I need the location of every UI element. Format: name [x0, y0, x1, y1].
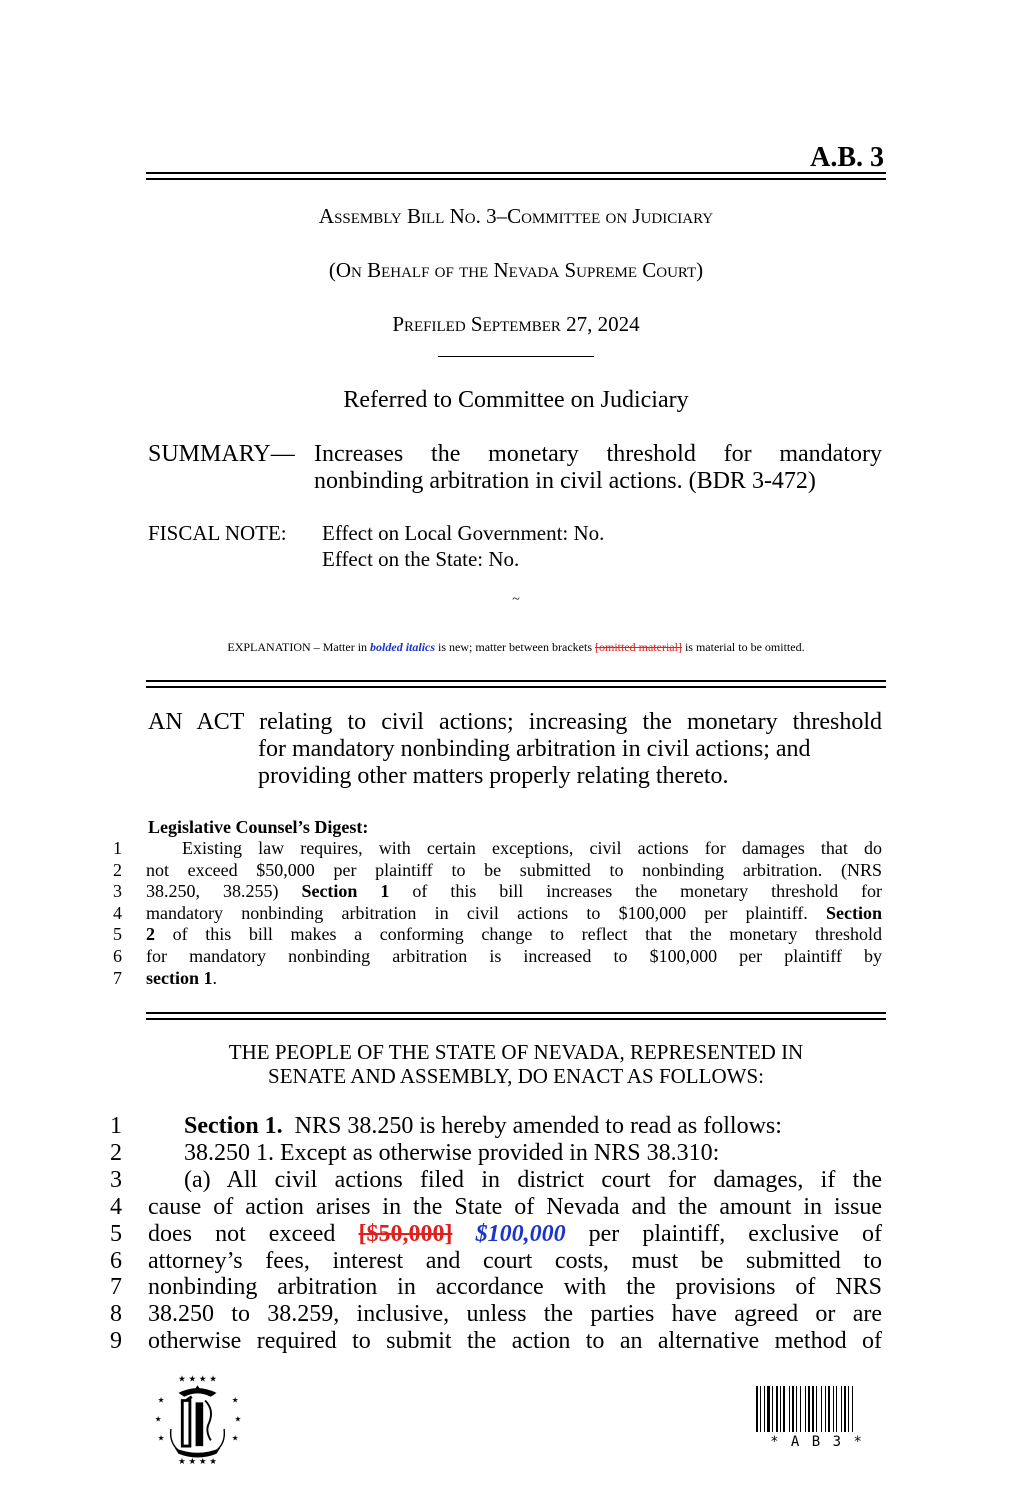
digest-line-number: 4	[113, 902, 122, 923]
explanation-line	[146, 640, 886, 655]
barcode-bar	[808, 1386, 810, 1432]
body-line-number: 8	[110, 1301, 122, 1328]
body-line-5-pre: does not exceed	[148, 1220, 336, 1247]
digest-section-ref: Section	[826, 902, 882, 923]
body-line-5-post: per plaintiff, exclusive of	[588, 1220, 883, 1247]
digest-line-6: for mandatory nonbinding arbitration is increased to $100,000 per plaintiff by	[146, 945, 882, 966]
explanation-pre: EXPLANATION – Matter in	[227, 640, 371, 654]
barcode-bar	[805, 1386, 806, 1432]
body-line-7: nonbinding arbitration in accordance with the provisions of NRS	[148, 1274, 882, 1301]
digest-text	[146, 838, 882, 989]
barcode-bar	[841, 1386, 842, 1432]
short-divider	[438, 356, 594, 357]
barcode-bar	[764, 1386, 765, 1432]
barcode-bar	[792, 1386, 794, 1432]
barcode-bar	[789, 1386, 790, 1432]
bill-title: Assembly Bill No. 3–Committee on Judiciary	[318, 204, 714, 228]
fiscal-local: Effect on Local Government: No.	[322, 521, 605, 545]
summary-label: SUMMARY—	[148, 441, 295, 467]
barcode-bar	[796, 1386, 797, 1432]
digest-line-number: 6	[113, 945, 122, 966]
body-line-1	[148, 1113, 882, 1140]
digest-line-number: 3	[113, 881, 122, 902]
barcode-bar	[828, 1386, 830, 1432]
barcode-bar	[776, 1386, 778, 1432]
barcode-bar	[821, 1386, 822, 1432]
barcode-bar	[833, 1386, 834, 1432]
digest-line-number: 1	[113, 838, 122, 858]
referral-line: Referred to Committee on Judiciary	[343, 387, 689, 413]
digest-line-5	[146, 924, 882, 946]
svg-text:★ ★ ★ ★: ★ ★ ★ ★	[178, 1374, 217, 1385]
body-line-3: (a) All civil actions filed in district court for damages, if the	[184, 1166, 882, 1193]
barcode-bar	[756, 1386, 758, 1432]
svg-text:★: ★	[234, 1414, 242, 1424]
explanation-mid: is new; matter between brackets	[435, 640, 595, 654]
explanation-double-rule	[146, 680, 886, 688]
nevada-seal-icon	[150, 1372, 245, 1467]
digest-period: .	[212, 967, 217, 988]
digest-line-number: 7	[113, 967, 122, 988]
section-1-label: Section 1.	[184, 1113, 283, 1139]
summary-line-1: Increases the monetary threshold for mandatory	[314, 441, 882, 467]
explanation-post: is material to be omitted.	[681, 640, 805, 654]
barcode-bar	[836, 1386, 837, 1432]
omitted-amount: [$50,000]	[358, 1220, 453, 1247]
act-line-1: AN ACT relating to civil actions; increasing the monetary threshold	[148, 709, 882, 735]
body-line-9: otherwise required to submit the action to an alternative method of	[148, 1328, 882, 1355]
new-amount: $100,000	[475, 1220, 566, 1247]
digest-line-3	[146, 881, 882, 903]
summary-line-2: nonbinding arbitration in civil actions. (BDR 3-472)	[314, 468, 816, 494]
barcode-bar	[825, 1386, 826, 1432]
svg-text:★: ★	[157, 1433, 165, 1443]
barcode-text: * A B 3 *	[770, 1434, 864, 1450]
body-line-8: 38.250 to 38.259, inclusive, unless the parties have agreed or are	[148, 1301, 882, 1328]
digest-line-2: not exceed $50,000 per plaintiff to be submitted to nonbinding arbitration. (NRS	[146, 859, 882, 880]
fiscal-note-values	[322, 520, 604, 572]
act-title	[148, 709, 882, 790]
svg-text:★ ★ ★ ★: ★ ★ ★ ★	[178, 1457, 217, 1467]
body-line-number: 3	[110, 1166, 122, 1193]
barcode-bar	[816, 1386, 817, 1432]
act-line-3: providing other matters properly relating thereto.	[258, 763, 729, 789]
body-line-number: 4	[110, 1193, 122, 1220]
body-line-numbers	[100, 1113, 122, 1355]
digest-section-ref: Section 1	[301, 881, 390, 902]
barcode-bar	[852, 1386, 853, 1432]
bill-body-text	[148, 1113, 882, 1355]
enacting-line-1: THE PEOPLE OF THE STATE OF NEVADA, REPRESENTED IN	[228, 1040, 804, 1064]
body-line-4: cause of action arises in the State of Nevada and the amount in issue	[148, 1193, 882, 1220]
enacting-clause	[146, 1040, 886, 1088]
body-line-number: 5	[110, 1220, 122, 1247]
digest-line-4	[146, 903, 882, 925]
svg-text:★: ★	[157, 1395, 165, 1405]
digest-line-1: Existing law requires, with certain exceptions, civil actions for damages that do	[182, 838, 882, 858]
barcode-bar	[800, 1386, 801, 1432]
digest-line-7	[146, 968, 882, 990]
digest-line-5-text: of this bill makes a conforming change to reflect that the monetary threshold	[172, 924, 882, 945]
svg-text:★: ★	[231, 1395, 239, 1405]
fiscal-state: Effect on the State: No.	[322, 547, 520, 571]
digest-line-number: 5	[113, 924, 122, 945]
digest-line-4-text: mandatory nonbinding arbitration in civil actions to $100,000 per plaintiff.	[146, 902, 808, 923]
on-behalf-line: (On Behalf of the Nevada Supreme Court)	[328, 258, 704, 282]
barcode-bar	[848, 1386, 849, 1432]
digest-line-numbers	[100, 838, 122, 989]
digest-double-rule	[146, 1012, 886, 1020]
body-line-number: 6	[110, 1247, 122, 1274]
body-line-5	[148, 1221, 882, 1248]
digest-section-ref: 2	[146, 924, 155, 945]
body-line-2: 38.250 1. Except as otherwise provided in NRS 38.310:	[184, 1139, 720, 1166]
section-tilde: ~	[512, 592, 520, 607]
svg-text:★: ★	[231, 1433, 239, 1443]
barcode-bar	[767, 1386, 770, 1432]
svg-text:★: ★	[154, 1414, 162, 1424]
enacting-line-2: SENATE AND ASSEMBLY, DO ENACT AS FOLLOWS:	[268, 1064, 764, 1088]
fiscal-note-label: FISCAL NOTE:	[148, 521, 287, 545]
bill-number: A.B. 3	[810, 142, 884, 173]
body-line-6: attorney’s fees, interest and court costs, must be submitted to	[148, 1247, 882, 1274]
body-line-number: 7	[110, 1274, 122, 1301]
digest-heading: Legislative Counsel’s Digest:	[148, 817, 369, 837]
prefiled-date: Prefiled September 27, 2024	[392, 312, 640, 336]
explanation-new-matter: bolded italics	[370, 640, 436, 654]
digest-section-ref: section 1	[146, 967, 213, 988]
explanation-omitted-matter: [omitted material]	[594, 640, 682, 654]
barcode-bar	[783, 1386, 785, 1432]
body-line-number: 9	[110, 1328, 122, 1355]
barcode-bar	[812, 1386, 814, 1432]
barcode-bar	[760, 1386, 761, 1432]
digest-line-3-text: of this bill increases the monetary threshold for	[412, 881, 883, 902]
barcode-bar	[772, 1386, 773, 1432]
barcode-bar	[844, 1386, 846, 1432]
body-line-number: 1	[110, 1113, 122, 1139]
summary-text	[314, 441, 882, 495]
digest-nrs-ref: 38.250, 38.255)	[146, 881, 279, 902]
digest-line-number: 2	[113, 859, 122, 880]
act-line-2: for mandatory nonbinding arbitration in civil actions; and	[258, 736, 811, 762]
barcode-bar	[780, 1386, 781, 1432]
body-line-number: 2	[110, 1139, 122, 1166]
header-double-rule	[146, 172, 886, 180]
body-line-1-text: NRS 38.250 is hereby amended to read as follows:	[294, 1113, 782, 1139]
